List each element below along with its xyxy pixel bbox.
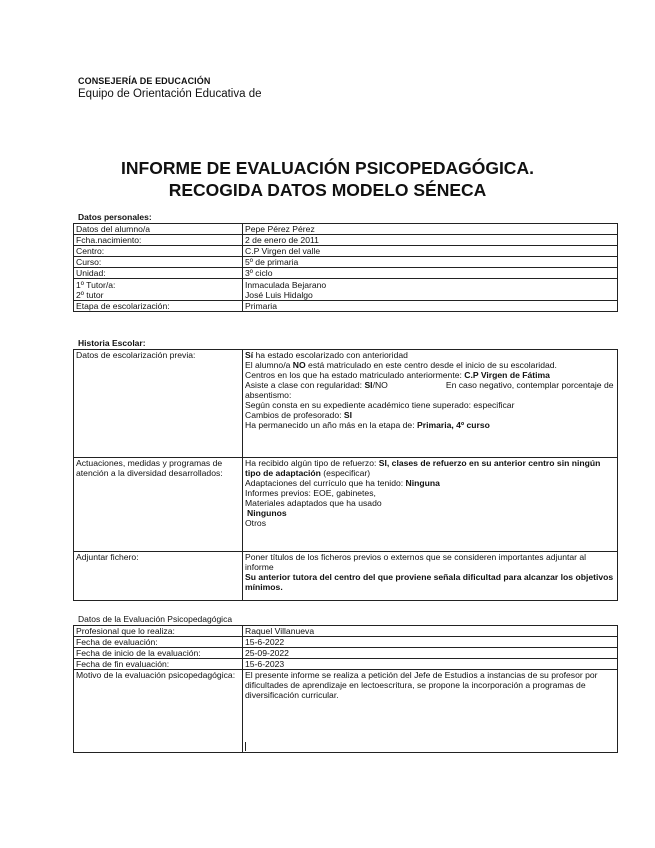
text: En caso negativo, contemplar porcentaje de absentismo: — [245, 380, 614, 400]
table-row — [74, 552, 618, 601]
text-bold: NO — [292, 360, 306, 370]
previous-schooling-cell — [243, 350, 618, 458]
table-row — [74, 458, 618, 552]
table-row — [74, 268, 618, 279]
field-label: Fecha de inicio de la evaluación: — [74, 648, 243, 659]
evaluation-motive-text: El presente informe se realiza a petición del Jefe de Estudios a instancias de su profesor por dificultades de aprendizaje en lectoescritura, se propone la incorporación a programas de diversificación curricular. — [245, 670, 598, 700]
text: Centros en los que ha estado matriculado anteriormente: — [245, 370, 465, 380]
text: Según consta en su expediente académico tiene superado: especificar — [245, 400, 515, 410]
table-row — [74, 350, 618, 458]
field-label: Fecha de evaluación: — [74, 637, 243, 648]
attach-file-cell — [243, 552, 618, 601]
report-title-line1: INFORME DE EVALUACIÓN PSICOPEDAGÓGICA. — [121, 158, 534, 178]
text: /NO — [372, 380, 388, 390]
text: ha estado escolarizado con anterioridad — [253, 350, 408, 360]
field-label: Actuaciones, medidas y programas de atención a la diversidad desarrollados: — [74, 458, 243, 552]
table-row — [74, 670, 618, 753]
table-row — [74, 301, 618, 312]
field-value: C.P Virgen del valle — [243, 246, 618, 257]
text: (especificar) — [320, 468, 371, 478]
table-row — [74, 235, 618, 246]
field-label: Fecha de fin evaluación: — [74, 659, 243, 670]
school-history-table — [73, 349, 618, 601]
field-label: Unidad: — [74, 268, 243, 279]
personal-data-heading: Datos personales: — [78, 212, 152, 222]
personal-data-table — [73, 223, 618, 312]
table-row — [74, 279, 618, 301]
text: Materiales adaptados que ha usado — [245, 498, 382, 508]
evaluation-heading: Datos de la Evaluación Psicopedagógica — [78, 614, 233, 624]
field-label: Motivo de la evaluación psicopedagógica: — [74, 670, 243, 753]
text-bold: SI, clases de refuerzo en su anterior centro sin ningún tipo de adaptación — [245, 458, 601, 478]
text-bold: Su anterior tutora del centro del que proviene señala dificultad para alcanzar los objetivos mínimos. — [245, 572, 614, 592]
text-cursor — [245, 742, 246, 751]
text: Otros — [245, 518, 267, 528]
text: Poner títulos de los ficheros previos o externos que se consideren importantes adjuntar al informe — [245, 552, 587, 572]
field-label: Etapa de escolarización: — [74, 301, 243, 312]
field-value: 15-6-2023 — [243, 659, 618, 670]
field-value: Primaria — [243, 301, 618, 312]
text-bold: Primaria, 4º curso — [417, 420, 490, 430]
text-bold: Ningunos — [247, 508, 287, 518]
text-bold: Ninguna — [405, 478, 440, 488]
field-value: 25-09-2022 — [243, 648, 618, 659]
table-row — [74, 626, 618, 637]
table-row — [74, 246, 618, 257]
field-label: Curso: — [74, 257, 243, 268]
text: Informes previos: EOE, gabinetes, — [245, 488, 376, 498]
report-title-line2: RECOGIDA DATOS MODELO SÉNECA — [168, 180, 487, 200]
field-value: 15-6-2022 — [243, 637, 618, 648]
evaluation-table — [73, 625, 618, 753]
field-value: Raquel Villanueva — [243, 626, 618, 637]
field-value: 3º ciclo — [243, 268, 618, 279]
text: Ha permanecido un año más en la etapa de: — [245, 420, 417, 430]
text: Asiste a clase con regularidad: — [245, 380, 365, 390]
text: Cambios de profesorado: — [245, 410, 344, 420]
table-row — [74, 648, 618, 659]
school-history-heading: Historia Escolar: — [78, 338, 146, 348]
field-value: 2 de enero de 2011 — [243, 235, 618, 246]
org-header: CONSEJERÍA DE EDUCACIÓN — [78, 76, 211, 86]
field-label: Centro: — [74, 246, 243, 257]
field-label: Datos del alumno/a — [74, 224, 243, 235]
text: Adaptaciones del currículo que ha tenido: — [245, 478, 406, 488]
field-value: José Luis Hidalgo — [245, 290, 313, 300]
field-label: Datos de escolarización previa: — [74, 350, 243, 458]
table-row — [74, 224, 618, 235]
text-bold: SI — [364, 380, 373, 390]
field-label: Fcha.nacimiento: — [74, 235, 243, 246]
field-label: 2º tutor — [76, 290, 104, 300]
field-value: Inmaculada Bejarano — [245, 280, 327, 290]
field-value: Pepe Pérez Pérez — [243, 224, 618, 235]
field-label: Profesional que lo realiza: — [74, 626, 243, 637]
text: Ha recibido algún tipo de refuerzo: — [245, 458, 379, 468]
diversity-actions-cell — [243, 458, 618, 552]
field-value: 5º de primaria — [243, 257, 618, 268]
field-label: Adjuntar fichero: — [74, 552, 243, 601]
text-bold: Sí — [245, 350, 254, 360]
text-bold: SI — [343, 410, 353, 420]
team-header: Equipo de Orientación Educativa de — [78, 88, 262, 100]
text: está matriculado en este centro desde el inicio de su escolaridad. — [305, 360, 557, 370]
table-row — [74, 257, 618, 268]
text: El alumno/a — [245, 360, 293, 370]
table-row — [74, 659, 618, 670]
table-row — [74, 637, 618, 648]
field-label: 1º Tutor/a: — [76, 280, 116, 290]
text-bold: C.P Virgen de Fátima — [464, 370, 550, 380]
